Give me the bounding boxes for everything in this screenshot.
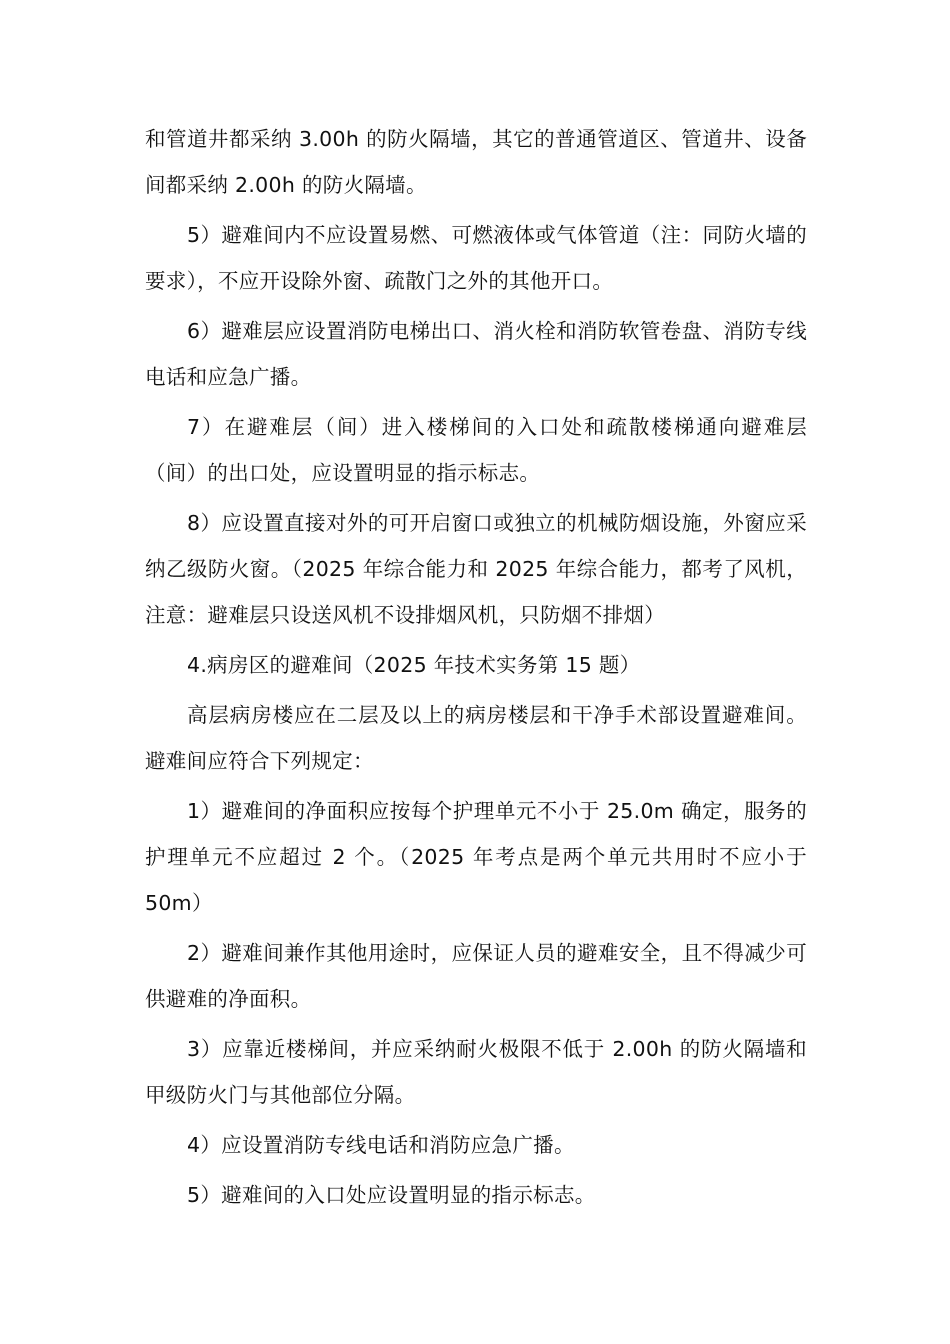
paragraph-ward-item-2-other-use: 2）避难间兼作其他用途时，应保证人员的避难安全，且不得减少可供避难的净面积。 (145, 941, 807, 1011)
paragraph-ward-item-3-separation: 3）应靠近楼梯间，并应采纳耐火极限不低于 2.00h 的防火隔墙和甲级防火门与其他部位分隔。 (145, 1037, 807, 1107)
section-heading-ward-refuge-room: 4.病房区的避难间（2025 年技术实务第 15 题） (187, 653, 641, 677)
document-page (145, 116, 807, 1222)
paragraph-ward-item-5-signage: 5）避难间的入口处应设置明显的指示标志。 (187, 1183, 596, 1207)
paragraph-ward-item-4-telephone: 4）应设置消防专线电话和消防应急广播。 (187, 1133, 575, 1157)
paragraph-item-5-pipes: 5）避难间内不应设置易燃、可燃液体或气体管道（注：同防火墙的要求），不应开设除外窗、疏散门之外的其他开口。 (145, 223, 807, 293)
paragraph-ward-intro: 高层病房楼应在二层及以上的病房楼层和干净手术部设置避难间。避难间应符合下列规定： (145, 703, 807, 773)
paragraph-item-6-fire-elevator: 6）避难层应设置消防电梯出口、消火栓和消防软管卷盘、消防专线电话和应急广播。 (145, 319, 807, 389)
paragraph-partition-walls: 和管道井都采纳 3.00h 的防火隔墙，其它的普通管道区、管道井、设备间都采纳 2.00h 的防火隔墙。 (145, 127, 807, 197)
paragraph-item-7-signage: 7）在避难层（间）进入楼梯间的入口处和疏散楼梯通向避难层（间）的出口处，应设置明显的指示标志。 (145, 415, 807, 485)
paragraph-item-8-smoke-control: 8）应设置直接对外的可开启窗口或独立的机械防烟设施，外窗应采纳乙级防火窗。（2025 年综合能力和 2025 年综合能力，都考了风机，注意：避难层只设送风机不设排烟风机，只防烟不排烟） (145, 511, 807, 627)
paragraph-ward-item-1-area: 1）避难间的净面积应按每个护理单元不小于 25.0m 确定，服务的护理单元不应超过 2 个。（2025 年考点是两个单元共用时不应小于 50m） (145, 799, 807, 915)
